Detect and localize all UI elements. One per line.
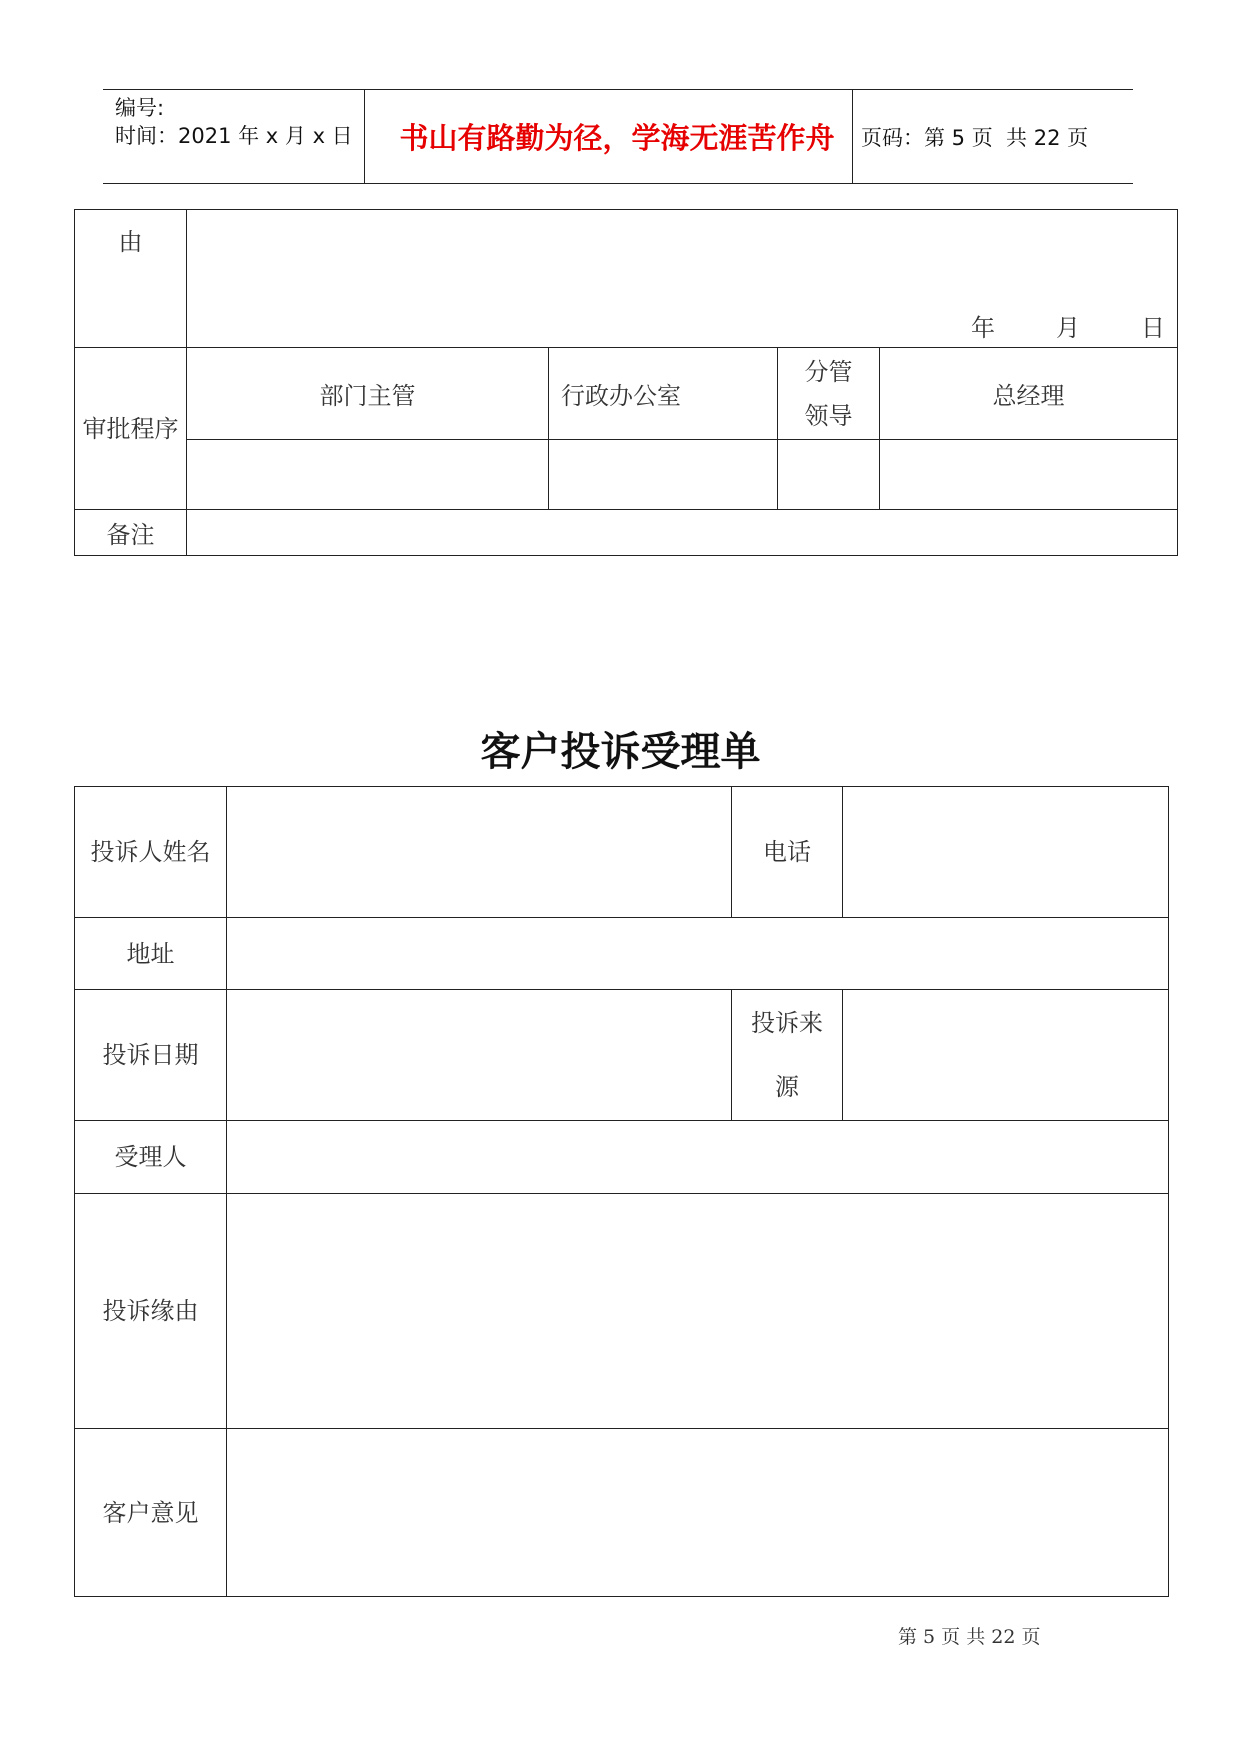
remarks-label: 备注: [75, 510, 187, 556]
sign-gm-cell[interactable]: [880, 440, 1178, 510]
col-general-manager: 总经理: [880, 348, 1178, 440]
complaint-reason-label: 投诉缘由: [75, 1194, 227, 1429]
address-cell[interactable]: [227, 918, 1169, 990]
handler-label: 受理人: [75, 1121, 227, 1194]
complaint-source-cell[interactable]: [843, 990, 1169, 1121]
handler-cell[interactable]: [227, 1121, 1169, 1194]
header-page-info: 页码：第 5 页 共 22 页: [861, 125, 1089, 150]
phone-cell[interactable]: [843, 787, 1169, 918]
customer-opinion-cell[interactable]: [227, 1429, 1169, 1597]
page-header: [103, 89, 1133, 184]
approval-table: [74, 209, 1178, 556]
complainant-label: 投诉人姓名: [75, 787, 227, 918]
complaint-date-cell[interactable]: [227, 990, 732, 1121]
reason-cell[interactable]: [187, 210, 1178, 348]
complaint-date-label: 投诉日期: [75, 990, 227, 1121]
address-label: 地址: [75, 918, 227, 990]
complaint-source-label: 投诉来源: [732, 990, 843, 1121]
serial-label: 编号:: [115, 96, 165, 120]
page-footer: 第 5 页 共 22 页: [898, 1626, 1041, 1648]
customer-opinion-label: 客户意见: [75, 1429, 227, 1597]
header-divider: [364, 90, 365, 183]
approval-label: 审批程序: [75, 348, 187, 510]
time-label: 时间：2021 年 x 月 x 日: [115, 124, 353, 148]
reason-label: 由: [75, 210, 187, 348]
sign-admin-cell[interactable]: [549, 440, 778, 510]
col-division-leader: 分管领导: [778, 348, 880, 440]
header-meta: [115, 94, 353, 150]
date-line: 年 月 日: [970, 314, 1165, 342]
col-admin-office: 行政办公室: [549, 348, 778, 440]
remarks-cell[interactable]: [187, 510, 1178, 556]
complaint-reason-cell[interactable]: [227, 1194, 1169, 1429]
phone-label: 电话: [732, 787, 843, 918]
sign-leader-cell[interactable]: [778, 440, 880, 510]
sign-dept-cell[interactable]: [187, 440, 549, 510]
complainant-name-cell[interactable]: [227, 787, 732, 918]
col-dept-head: 部门主管: [187, 348, 549, 440]
form-title: 客户投诉受理单: [480, 728, 761, 775]
header-divider: [852, 90, 853, 183]
complaint-form-table: [74, 786, 1169, 1597]
header-motto: 书山有路勤为径，学海无涯苦作舟: [399, 121, 835, 155]
